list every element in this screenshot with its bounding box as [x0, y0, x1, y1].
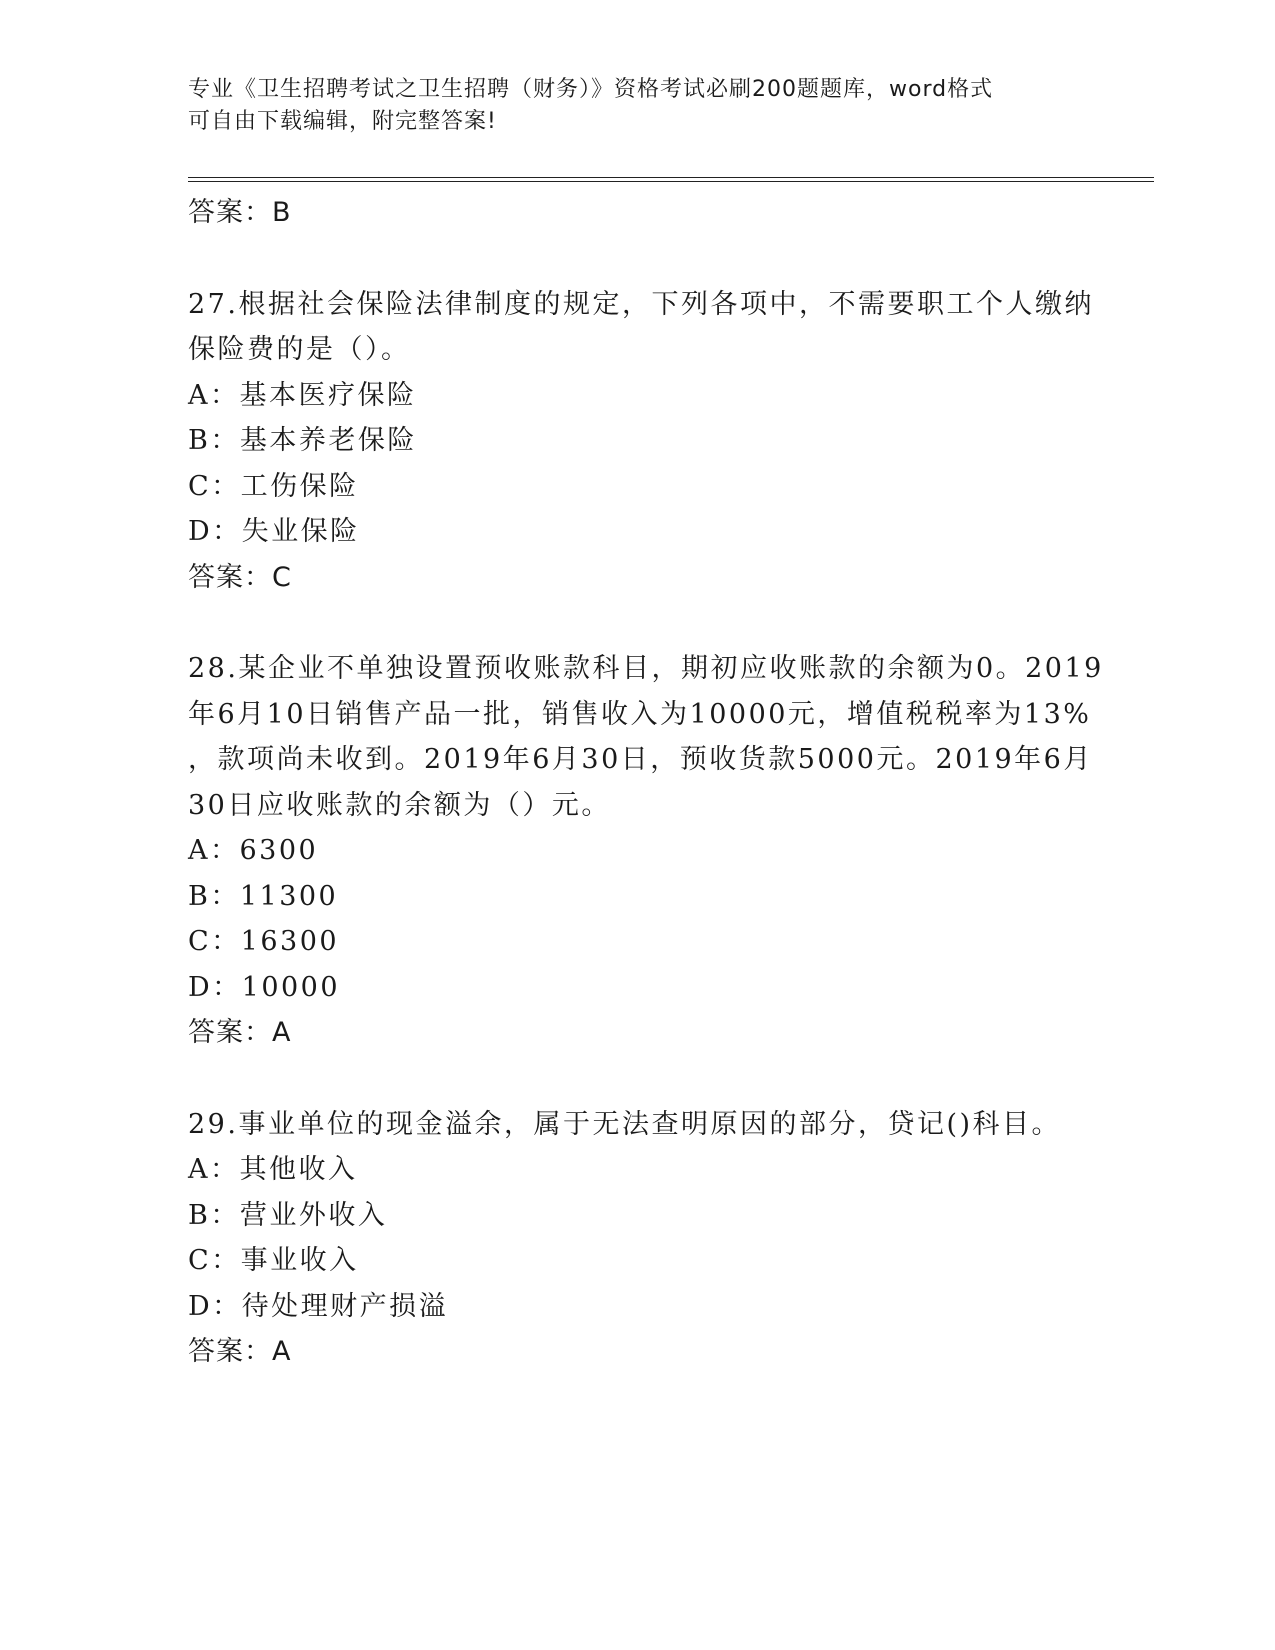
answer: 答案：A — [188, 1336, 292, 1367]
question-28 — [188, 646, 1104, 1056]
spacer — [188, 1056, 1088, 1102]
question-27 — [188, 282, 1094, 601]
option-a: A：其他收入 — [188, 1154, 358, 1185]
spacer — [188, 236, 1088, 282]
header-line-2: 可自由下载编辑，附完整答案! — [188, 109, 497, 134]
answer: 答案：A — [188, 1017, 292, 1048]
option-c: C：事业收入 — [188, 1245, 359, 1276]
option-a: A：6300 — [188, 835, 319, 866]
option-d: D：失业保险 — [188, 516, 360, 547]
option-b: B：基本养老保险 — [188, 425, 417, 456]
question-text-line: 28.某企业不单独设置预收账款科目，期初应收账款的余额为0。2019 — [188, 653, 1104, 684]
answer: 答案：C — [188, 561, 292, 593]
question-29 — [188, 1102, 1088, 1375]
question-text-line: 27.根据社会保险法律制度的规定，下列各项中，不需要职工个人缴纳 — [188, 288, 1094, 320]
question-text-line: 保险费的是（）。 — [188, 334, 411, 365]
option-b: B：11300 — [188, 880, 339, 912]
spacer — [188, 600, 1088, 646]
question-text-line: 年6月10日销售产品一批，销售收入为10000元，增值税税率为13% — [188, 698, 1092, 730]
question-text-line: ，款项尚未收到。2019年6月30日，预收货款5000元。2019年6月 — [188, 744, 1093, 775]
previous-answer: 答案：B — [188, 197, 292, 228]
header-divider-top — [188, 177, 1154, 178]
option-c: C：工伤保险 — [188, 470, 359, 502]
question-text-line: 29.事业单位的现金溢余，属于无法查明原因的部分，贷记()科目。 — [188, 1108, 1062, 1140]
option-b: B：营业外收入 — [188, 1199, 388, 1231]
question-text-line: 30日应收账款的余额为（）元。 — [188, 789, 611, 821]
option-a: A：基本医疗保险 — [188, 379, 417, 411]
header-divider-bottom — [188, 181, 1154, 182]
option-d: D：待处理财产损溢 — [188, 1290, 449, 1322]
header-line-1: 专业《卫生招聘考试之卫生招聘（财务）》资格考试必刷200题题库，word格式 — [188, 77, 994, 102]
question-list — [188, 190, 1104, 1375]
option-d: D：10000 — [188, 971, 341, 1003]
document-header — [188, 74, 1068, 138]
option-c: C：16300 — [188, 926, 340, 957]
